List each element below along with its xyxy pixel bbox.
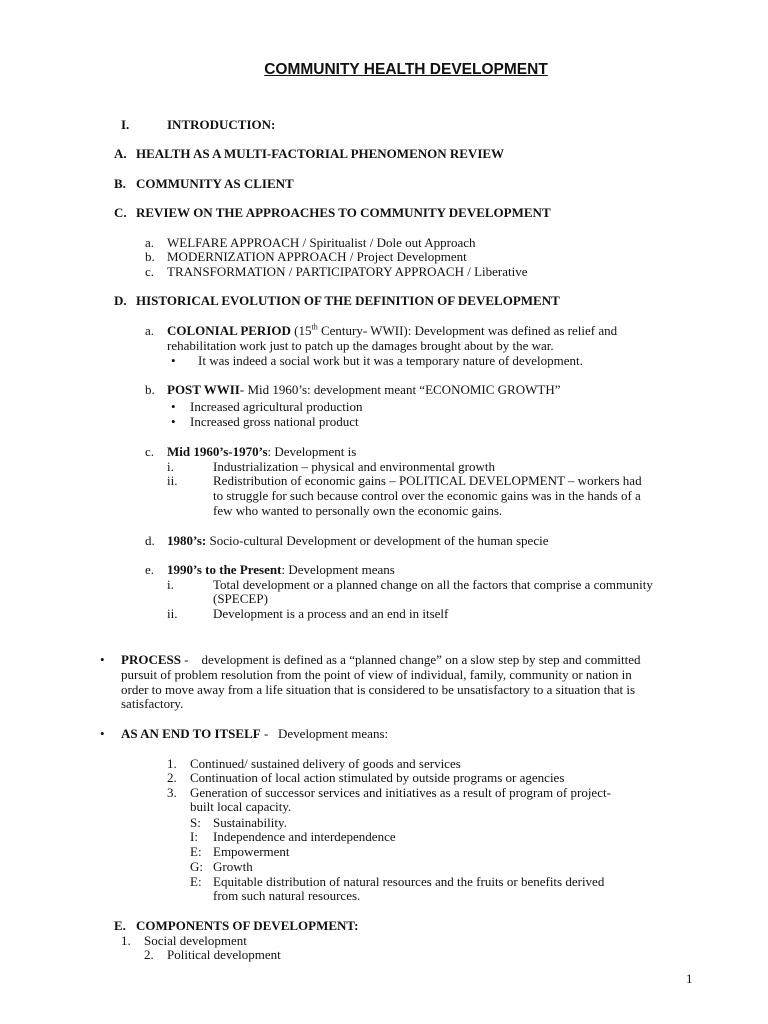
section-a-letter: A. [114, 146, 127, 161]
list-item: Development is a process and an end in itself [213, 606, 449, 621]
post-wwii-line [167, 382, 560, 397]
process-label: PROCESS [121, 652, 181, 667]
end-text: - Development means: [260, 726, 389, 741]
acronym-item: Independence and interdependence [213, 829, 396, 844]
colonial-period-continuation: rehabilitation work just to patch up the damages brought about by the war. [167, 338, 554, 353]
post-wwii-text: - Mid 1960’s: development meant “ECONOMIC GROWTH” [239, 382, 561, 397]
bullet-icon [100, 652, 105, 667]
acronym-key: E: [190, 874, 202, 889]
list-marker: 1. [121, 933, 131, 948]
acronym-key: G: [190, 859, 203, 874]
intro-numeral: I. [121, 117, 130, 132]
list-marker: b. [145, 249, 155, 264]
list-marker: b. [145, 382, 155, 397]
list-item-continuation: few who wanted to personally own the economic gains. [213, 503, 503, 518]
list-marker: i. [167, 459, 174, 474]
list-marker: d. [145, 533, 155, 548]
1990s-label: 1990’s to the Present [167, 562, 282, 577]
1980s-text: Socio-cultural Development or development of the human specie [206, 533, 549, 548]
mid-1960s-label: Mid 1960’s-1970’s [167, 444, 268, 459]
end-label: AS AN END TO ITSELF [121, 726, 261, 741]
process-line [121, 652, 641, 667]
list-item: TRANSFORMATION / PARTICIPATORY APPROACH / Liberative [167, 264, 528, 279]
list-marker: ii. [167, 606, 178, 621]
bullet-item: Increased gross national product [190, 414, 359, 429]
page-number: 1 [686, 971, 693, 986]
list-marker: 2. [167, 770, 177, 785]
list-marker: ii. [167, 473, 178, 488]
list-item: Industrialization – physical and environmental growth [213, 459, 495, 474]
list-item: Continuation of local action stimulated by outside programs or agencies [190, 770, 565, 785]
list-marker: a. [145, 235, 155, 250]
intro-heading: INTRODUCTION: [167, 117, 276, 132]
1980s-label: 1980’s: [167, 533, 207, 548]
bullet-icon [171, 399, 176, 414]
list-item-continuation: (SPECEP) [213, 591, 268, 606]
colonial-period-label: COLONIAL PERIOD [167, 323, 291, 338]
1980s-line [167, 533, 548, 548]
list-marker: c. [145, 264, 155, 279]
bullet-item: Increased agricultural production [190, 399, 363, 414]
section-e-heading: COMPONENTS OF DEVELOPMENT: [136, 918, 359, 933]
list-marker: i. [167, 577, 174, 592]
list-item: Total development or a planned change on all the factors that comprise a community [213, 577, 653, 592]
list-marker: 1. [167, 756, 177, 771]
section-b-letter: B. [114, 176, 126, 191]
list-marker: a. [145, 323, 155, 338]
bullet-icon [171, 414, 176, 429]
section-e-letter: E. [114, 918, 126, 933]
section-d-letter: D. [114, 293, 127, 308]
process-continuation: pursuit of problem resolution from the point of view of individual, family, community or nation in [121, 667, 632, 682]
list-marker: 3. [167, 785, 177, 800]
acronym-key: S: [190, 815, 201, 830]
1990s-line [167, 562, 395, 577]
bullet-icon [100, 726, 105, 741]
section-c-heading: REVIEW ON THE APPROACHES TO COMMUNITY DEVELOPMENT [136, 205, 551, 220]
1990s-text: : Development means [281, 562, 395, 577]
list-item: Generation of successor services and initiatives as a result of program of project- [190, 785, 611, 800]
section-b-heading: COMMUNITY AS CLIENT [136, 176, 294, 191]
colonial-period-text-2: Century- WWII): Development was defined as relief and [317, 323, 618, 338]
list-marker: 2. [144, 947, 154, 962]
list-item-continuation: built local capacity. [190, 799, 292, 814]
colonial-period-text: (15 [290, 323, 312, 338]
post-wwii-label: POST WWII [167, 382, 240, 397]
mid-1960s-text: : Development is [267, 444, 357, 459]
list-item: Continued/ sustained delivery of goods and services [190, 756, 461, 771]
process-continuation: satisfactory. [121, 696, 184, 711]
page-title: COMMUNITY HEALTH DEVELOPMENT [264, 61, 548, 78]
list-item-continuation: to struggle for such because control over the economic gains was in the hands of a [213, 488, 641, 503]
acronym-item: Sustainability. [213, 815, 287, 830]
list-item: Political development [167, 947, 281, 962]
section-d-heading: HISTORICAL EVOLUTION OF THE DEFINITION OF DEVELOPMENT [136, 293, 560, 308]
acronym-item: Empowerment [213, 844, 290, 859]
bullet-item: It was indeed a social work but it was a temporary nature of development. [198, 353, 583, 368]
section-c-letter: C. [114, 205, 127, 220]
list-marker: c. [145, 444, 155, 459]
list-item: MODERNIZATION APPROACH / Project Development [167, 249, 467, 264]
process-text: - development is defined as a “planned change” on a slow step by step and committed [180, 652, 641, 667]
acronym-item: Equitable distribution of natural resources and the fruits or benefits derived [213, 874, 605, 889]
acronym-item: Growth [213, 859, 253, 874]
bullet-icon [171, 353, 176, 368]
acronym-continuation: from such natural resources. [213, 888, 361, 903]
mid-1960s-line [167, 444, 356, 459]
section-a-heading: HEALTH AS A MULTI-FACTORIAL PHENOMENON REVIEW [136, 146, 505, 161]
list-item: Redistribution of economic gains – POLITICAL DEVELOPMENT – workers had [213, 473, 642, 488]
superscript-th: th [311, 322, 318, 332]
end-line [121, 726, 388, 741]
list-item: WELFARE APPROACH / Spiritualist / Dole out Approach [167, 235, 476, 250]
colonial-period-line [167, 323, 617, 338]
list-item: Social development [144, 933, 247, 948]
process-continuation: order to move away from a life situation that is considered to be unsatisfactory to a situation that is [121, 682, 636, 697]
acronym-key: E: [190, 844, 202, 859]
acronym-key: I: [190, 829, 198, 844]
list-marker: e. [145, 562, 155, 577]
